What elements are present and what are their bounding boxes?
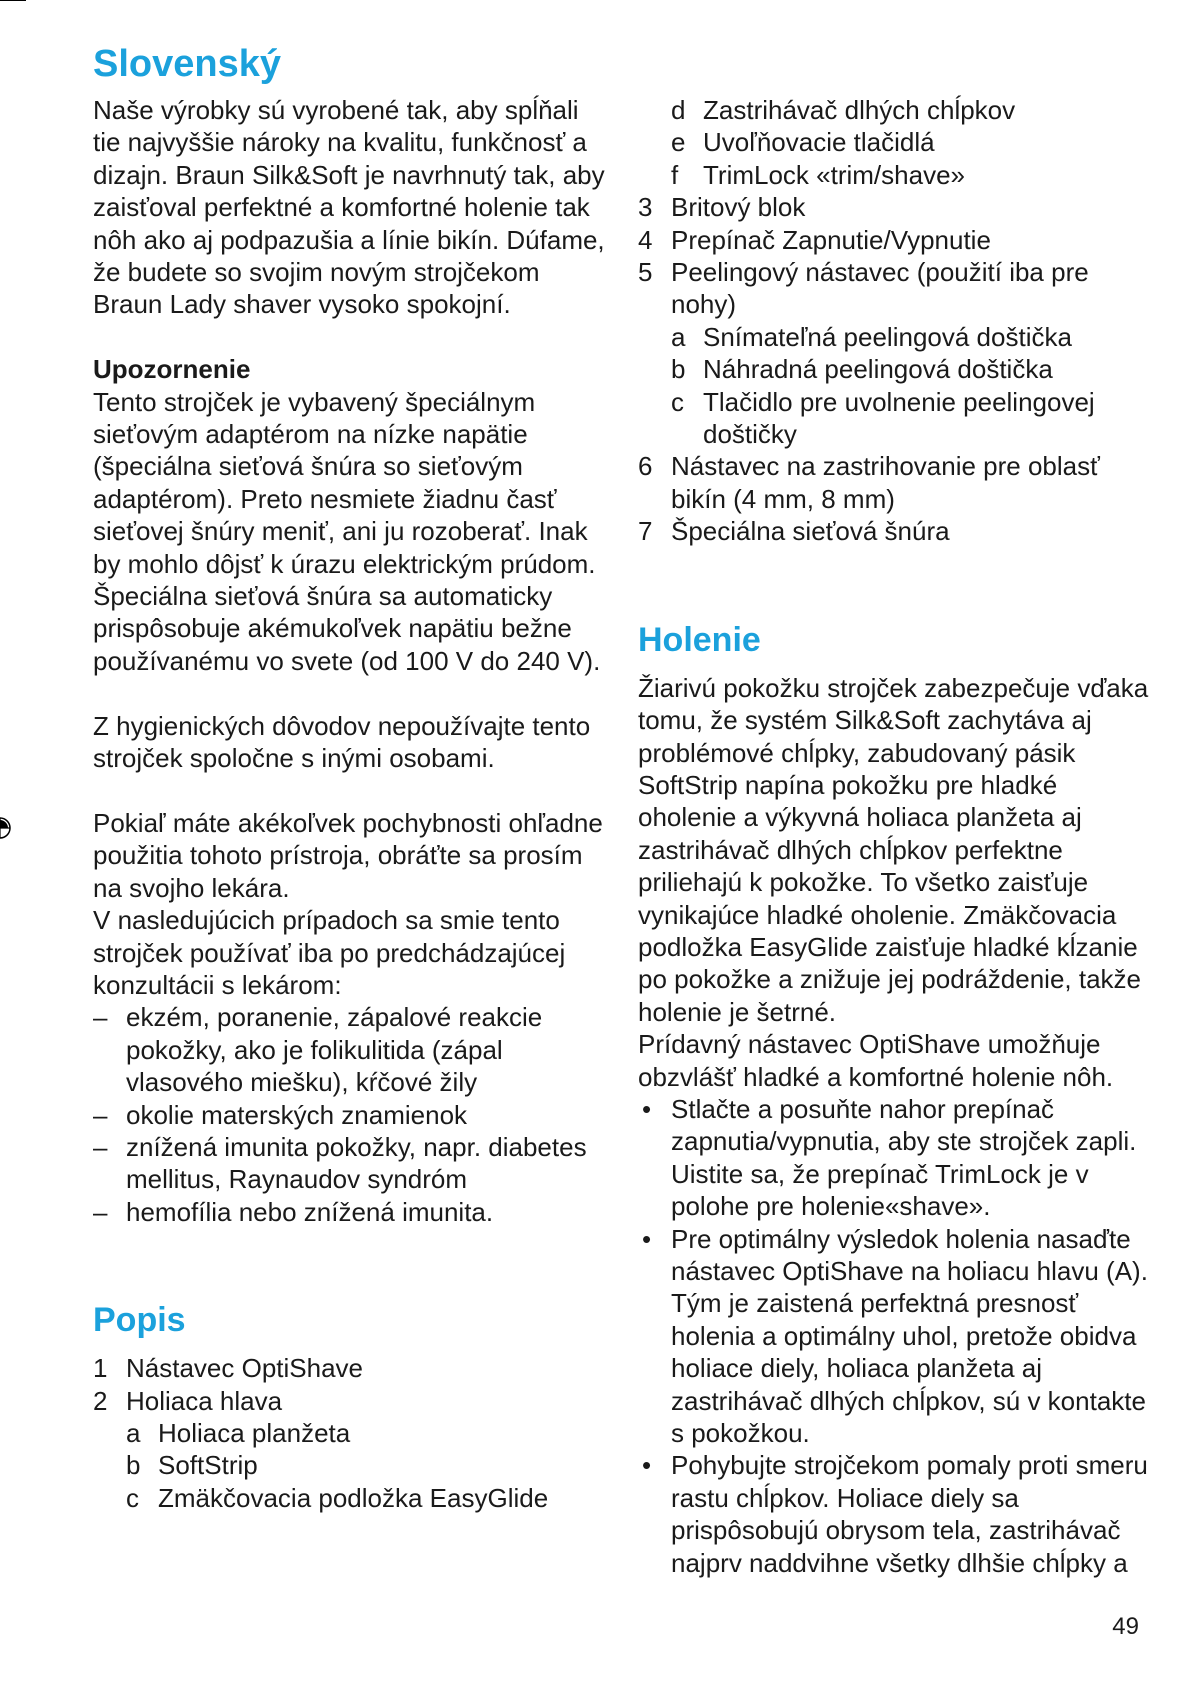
list-item: 6 Nástavec na zastrihovanie pre oblasť bikín (4 mm, 8 mm) bbox=[638, 451, 1100, 514]
popis-sublist-head bbox=[93, 1417, 613, 1514]
list-item: 5 Peelingový nástavec (použití iba pre nohy) bbox=[638, 257, 1089, 320]
warning-paragraph-1: Tento strojček je vybavený špeciálnym sieťovým adaptérom na nízke napätie (špeciálna sieťová šnúra so sieťovým adaptérom). Preto nesmiete žiadnu časť sieťovej šnúry meniť, ani ju rozoberať. Inak by mohlo dôjsť k úrazu elektrickým prúdom. bbox=[93, 386, 596, 579]
holenie-bullet-list bbox=[638, 1093, 1158, 1579]
list-item: • Stlačte a posuňte nahor prepínač zapnutia/vypnutia, aby ste strojček zapli. Uistite sa, že prepínač TrimLock je v polohe pre holenie«shave». bbox=[642, 1093, 1137, 1222]
popis-sublist-head-cont bbox=[638, 94, 1158, 191]
list-item: b Náhradná peelingová doštička bbox=[671, 354, 1053, 385]
holenie-heading: Holenie bbox=[638, 620, 761, 659]
list-item: – ekzém, poranenie, zápalové reakcie pokožky, ako je folikulitida (zápal vlasového miešku), kŕčové žily bbox=[93, 1002, 543, 1098]
contraindication-list bbox=[93, 1001, 613, 1228]
list-item: c Zmäkčovacia podložka EasyGlide bbox=[126, 1482, 549, 1513]
list-item: • Pohybujte strojčekom pomaly proti smeru rastu chĺpkov. Holiace diely sa prispôsobujú obrysom tela, zastrihávač najprv naddvihne všetky dlhšie chĺpky a bbox=[642, 1450, 1148, 1578]
warning-paragraph-4: Pokiaľ máte akékoľvek pochybnosti ohľadne použitia tohoto prístroja, obráťte sa prosím na svojho lekára. bbox=[93, 807, 603, 903]
holenie-paragraph-2: Prídavný nástavec OptiShave umožňuje obzvlášť hladké a komfortné holenie nôh. bbox=[638, 1029, 1114, 1092]
list-item: 3 Britový blok bbox=[638, 192, 806, 223]
warning-heading: Upozornenie bbox=[93, 354, 251, 385]
list-item: f TrimLock «trim/shave» bbox=[671, 159, 965, 190]
list-item: b SoftStrip bbox=[126, 1450, 258, 1481]
list-item: – okolie materských znamienok bbox=[93, 1099, 468, 1130]
page-number: 49 bbox=[1112, 1613, 1139, 1640]
popis-list-part-3 bbox=[638, 450, 1158, 547]
dash-marker: – bbox=[93, 1002, 108, 1033]
list-item: 4 Prepínač Zapnutie/Vypnutie bbox=[638, 224, 991, 255]
dash-marker: – bbox=[93, 1131, 108, 1162]
left-column bbox=[93, 94, 613, 1514]
bullet-marker: • bbox=[642, 1450, 652, 1481]
list-item: a Holiaca planžeta bbox=[126, 1417, 351, 1448]
warning-paragraph-5: V nasledujúcich prípadoch sa smie tento strojček používať iba po predchádzajúcej konzultácii s lekárom: bbox=[93, 905, 566, 1000]
dash-marker: – bbox=[93, 1099, 108, 1130]
warning-paragraph-2: Špeciálna sieťová šnúra sa automaticky prispôsobuje akémukoľvek napätiu bežne používanému vo svete (od 100 V do 240 V). bbox=[93, 581, 601, 676]
list-item: 1 Nástavec OptiShave bbox=[93, 1353, 364, 1384]
bullet-marker: • bbox=[642, 1223, 652, 1254]
holenie-paragraph-1: Žiarivú pokožku strojček zabezpečuje vďaka tomu, že systém Silk&Soft zachytáva aj problémové chĺpky, zabudovaný pásik SoftStrip napína pokožku pre hladké oholenie a výkyvná holiaca planžeta aj zastrihávač dlhých chĺpkov perfektne priliehajú k pokožke. To všetko zaisťuje vynikajúce hladké oholenie. Zmäkčovacia podložka EasyGlide zaisťuje hladké kĺzanie po pokožke a znižuje jej podráždenie, takže holenie je šetrné. bbox=[638, 672, 1149, 1027]
intro-paragraph: Naše výrobky sú vyrobené tak, aby spĺňali tie najvyššie nároky na kvalitu, funkčnosť a dizajn. Braun Silk&Soft je navrhnutý tak, aby zaisťoval perfektné a komfortné holenie tak nôh ako aj podpazušia a línie bikín. Dúfame, že budete so svojim novým strojčekom Braun Lady shaver vysoko spokojní. bbox=[93, 95, 605, 320]
popis-list-part-2 bbox=[638, 191, 1158, 321]
list-item: – hemofília nebo znížená imunita. bbox=[93, 1196, 494, 1227]
list-item: 7 Špeciálna sieťová šnúra bbox=[638, 516, 950, 547]
list-item: a Snímateľná peelingová doštička bbox=[671, 321, 1072, 352]
registration-mark-icon bbox=[0, 816, 12, 840]
right-column bbox=[638, 94, 1158, 1579]
list-item: – znížená imunita pokožky, napr. diabetes mellitus, Raynaudov syndróm bbox=[93, 1131, 587, 1195]
popis-list-part-1 bbox=[93, 1352, 613, 1417]
crop-mark bbox=[0, 0, 26, 1]
warning-paragraph-3: Z hygienických dôvodov nepoužívajte tento strojček spoločne s inými osobami. bbox=[93, 710, 591, 774]
list-item: d Zastrihávač dlhých chĺpkov bbox=[671, 95, 1016, 125]
popis-heading: Popis bbox=[93, 1301, 186, 1340]
list-item: • Pre optimálny výsledok holenia nasaďte nástavec OptiShave na holiacu hlavu (A). Tým je zaistená perfektná presnosť holenia a optimálny uhol, pretože obidva holiace diely, holiaca planžeta aj zastrihávač dlhých chĺpkov, sú v kontakte s pokožkou. bbox=[642, 1223, 1148, 1449]
list-item: c Tlačidlo pre uvolnenie peelingovej doštičky bbox=[671, 386, 1095, 450]
page-title: Slovenský bbox=[93, 43, 281, 85]
list-item: e Uvoľňovacie tlačidlá bbox=[671, 127, 935, 158]
dash-marker: – bbox=[93, 1196, 108, 1227]
bullet-marker: • bbox=[642, 1093, 652, 1124]
popis-sublist-peeling bbox=[638, 321, 1158, 451]
list-item: 2 Holiaca hlava bbox=[93, 1385, 283, 1416]
